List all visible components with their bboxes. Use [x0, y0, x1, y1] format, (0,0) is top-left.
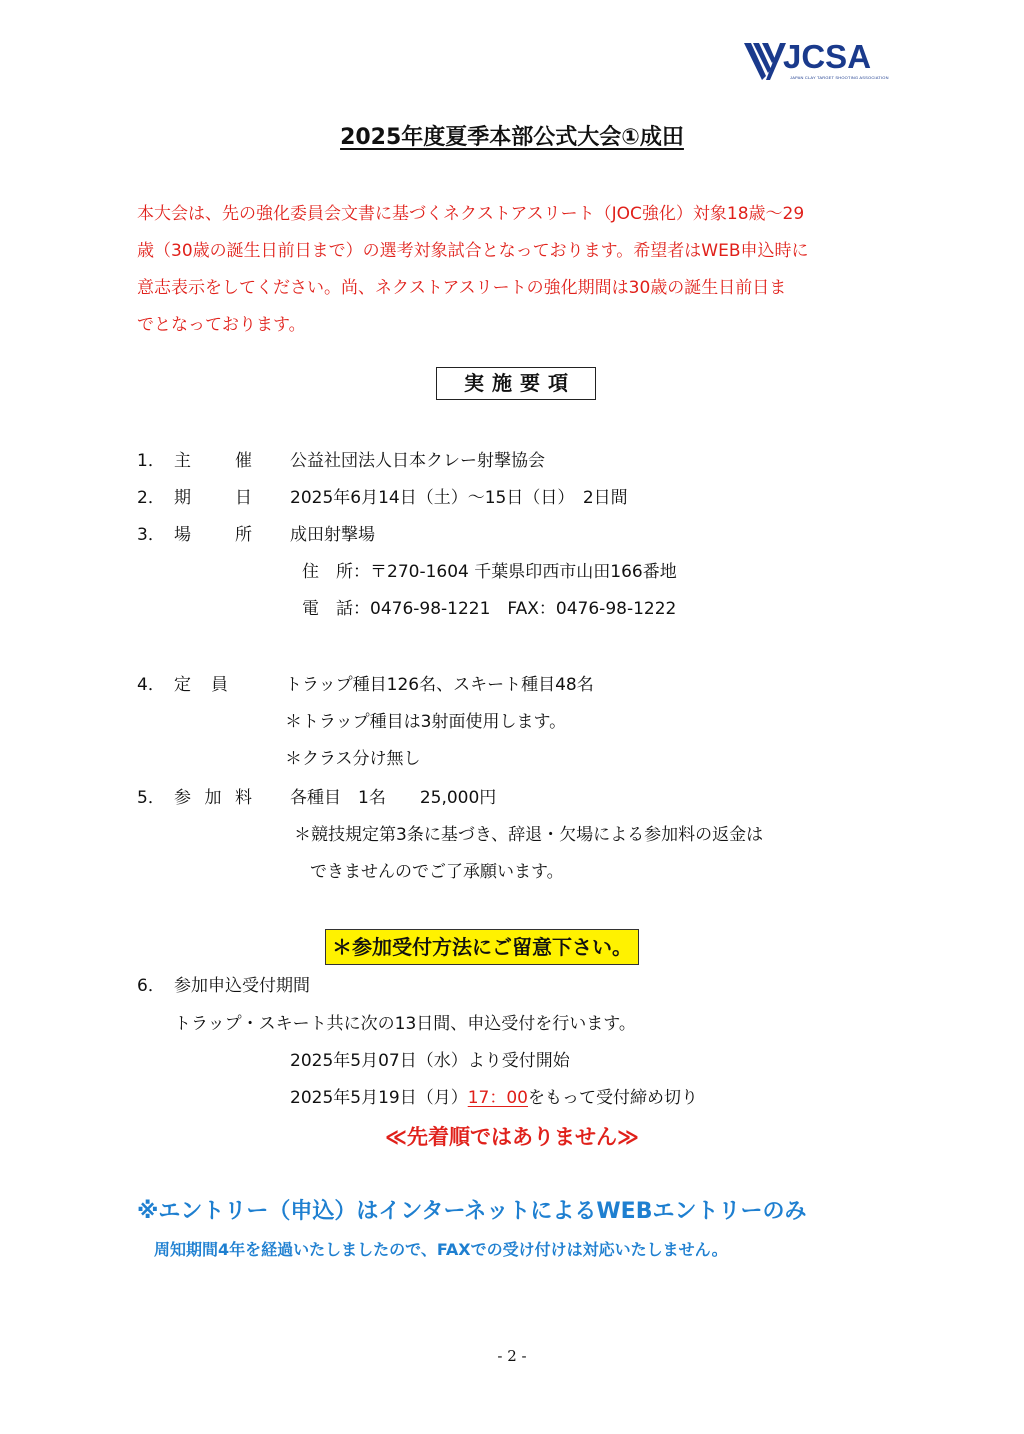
label-char: 員	[211, 675, 228, 695]
item-value: 公益社団法人日本クレー射撃協会	[290, 451, 545, 471]
label-char: 定	[174, 675, 191, 695]
label-char: 日	[235, 488, 252, 508]
jcsa-logo-mark-icon	[744, 40, 788, 82]
item-label	[174, 450, 252, 472]
capacity-note: ＊トラップ種目は3射面使用します。	[285, 712, 567, 732]
capacity-note: ＊クラス分け無し	[285, 749, 421, 769]
fee-note: ＊競技規定第3条に基づき、辞退・欠場による参加料の返金は	[294, 825, 764, 845]
label-char: 場	[174, 525, 191, 545]
item-number: 4．	[137, 675, 165, 695]
fee-note: できませんのでご了承願います。	[310, 862, 564, 882]
label-char: 加	[204, 788, 222, 808]
label-char: 所	[235, 525, 252, 545]
label-char: 料	[235, 788, 252, 808]
notice-line: でとなっております。	[137, 315, 306, 335]
application-end-suffix: をもって受付締め切り	[527, 1088, 698, 1108]
venue-address: 住 所：〒270-1604 千葉県印西市山田166番地	[302, 562, 677, 582]
notice-line: 本大会は、先の強化委員会文書に基づくネクストアスリート（JOC強化）対象18歳〜29	[137, 204, 805, 224]
item-number: 3．	[137, 525, 165, 545]
first-come-notice: ≪先着順ではありません≫	[385, 1125, 639, 1149]
jcsa-logo	[744, 38, 894, 86]
logo-subtitle: JAPAN CLAY TARGET SHOOTING ASSOCIATION	[790, 75, 889, 80]
logo-text: JCSA	[783, 38, 872, 75]
label-char: 期	[174, 488, 191, 508]
item-value: 成田射撃場	[290, 525, 375, 545]
web-entry-note: 周知期間4年を経過いたしましたので、FAXでの受け付けは対応いたしません。	[154, 1240, 728, 1259]
section-heading: 実施要項	[436, 367, 596, 400]
item-number: 2．	[137, 488, 165, 508]
item-value: 各種目 1名 25,000円	[290, 788, 497, 808]
application-end-date: 2025年5月19日（月）	[290, 1088, 468, 1108]
highlight-banner: ＊参加受付方法にご留意下さい。	[325, 929, 639, 965]
label-char: 参	[174, 788, 191, 808]
item-label	[174, 487, 252, 509]
application-end-time: 17：00	[467, 1088, 528, 1108]
item-value: 2025年6月14日（土）〜15日（日） 2日間	[290, 488, 628, 508]
venue-phone: 電 話：0476-98-1221 FAX：0476-98-1222	[302, 599, 677, 619]
application-label: 参加申込受付期間	[174, 976, 310, 996]
application-intro: トラップ・スキート共に次の13日間、申込受付を行います。	[174, 1014, 636, 1034]
document-title-text: 2025年度夏季本部公式大会①成田	[340, 125, 684, 150]
item-number: 5．	[137, 788, 165, 808]
notice-paragraph	[137, 196, 897, 344]
item-label	[174, 524, 252, 546]
page-number: - 2 -	[497, 1347, 527, 1365]
label-char: 主	[174, 451, 191, 471]
application-end	[290, 1087, 698, 1109]
item-label	[174, 787, 252, 809]
label-char: 催	[235, 451, 252, 471]
item-value: トラップ種目126名、スキート種目48名	[285, 675, 594, 695]
application-start: 2025年5月07日（水）より受付開始	[290, 1051, 570, 1071]
item-number: 1．	[137, 451, 165, 471]
notice-line: 歳（30歳の誕生日前日まで）の選考対象試合となっております。希望者はWEB申込時に	[137, 241, 809, 261]
notice-line: 意志表示をしてください。尚、ネクストアスリートの強化期間は30歳の誕生日前日ま	[137, 278, 787, 298]
item-number: 6．	[137, 976, 165, 996]
item-label	[174, 674, 228, 696]
web-entry-headline: ※エントリー（申込）はインターネットによるWEBエントリーのみ	[137, 1199, 807, 1224]
document-title	[0, 120, 1024, 151]
